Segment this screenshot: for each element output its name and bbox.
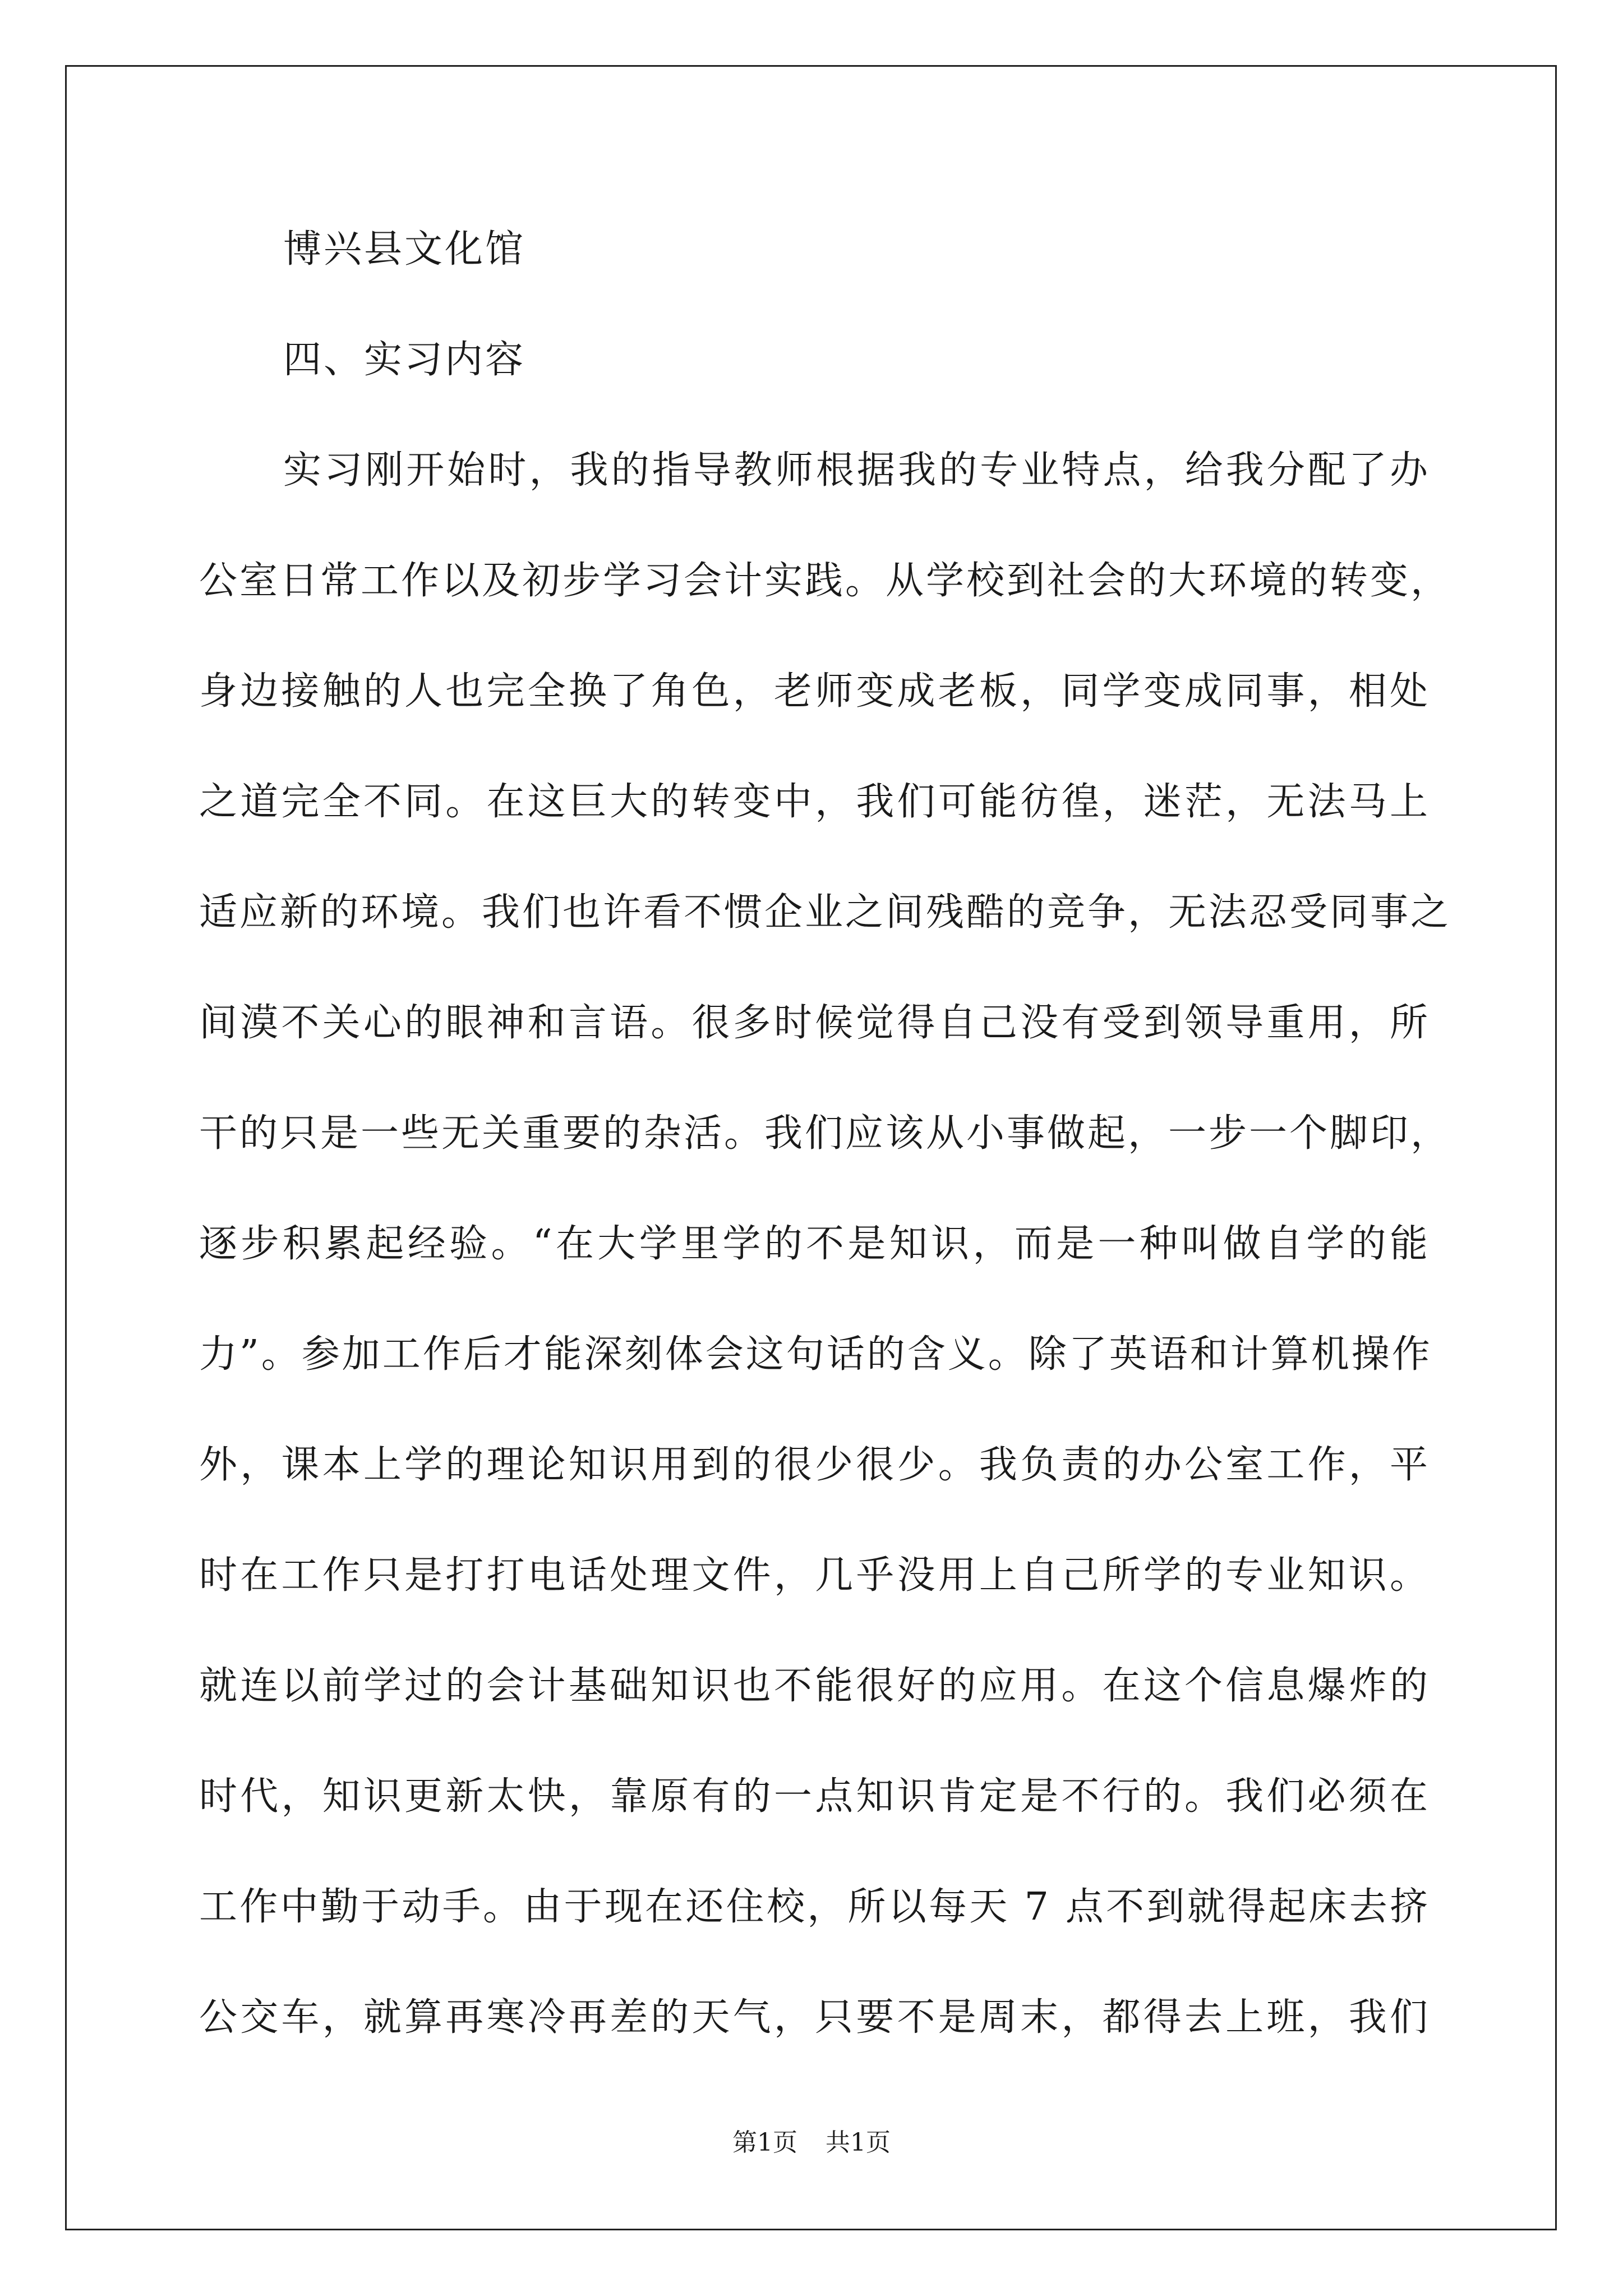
section-heading: 四、实习内容 <box>283 338 526 382</box>
paragraph-line: 时代，知识更新太快，靠原有的一点知识肯定是不行的。我们必须在 <box>199 1774 1430 1819</box>
paragraph-line: 干的只是一些无关重要的杂活。我们应该从小事做起，一步一个脚印， <box>199 1111 1451 1156</box>
paragraph-line: 之道完全不同。在这巨大的转变中，我们可能彷徨，迷茫，无法马上 <box>199 780 1430 824</box>
paragraph-line: 实习刚开始时，我的指导教师根据我的专业特点，给我分配了办 <box>283 448 1430 493</box>
paragraph-line: 间漠不关心的眼神和言语。很多时候觉得自己没有受到领导重用，所 <box>199 1001 1430 1045</box>
page-total: 共1页 <box>826 2128 891 2157</box>
paragraph-line: 就连以前学过的会计基础知识也不能很好的应用。在这个信息爆炸的 <box>199 1664 1430 1708</box>
paragraph-line: 力”。参加工作后才能深刻体会这句话的含义。除了英语和计算机操作 <box>199 1332 1432 1377</box>
paragraph-line: 身边接触的人也完全换了角色，老师变成老板，同学变成同事，相处 <box>199 669 1430 714</box>
paragraph-line: 工作中勤于动手。由于现在还住校，所以每天 7 点不到就得起床去挤 <box>199 1885 1430 1929</box>
page-number: 第1页 <box>732 2128 797 2157</box>
paragraph-line: 逐步积累起经验。“在大学里学的不是知识，而是一种叫做自学的能 <box>199 1222 1430 1266</box>
paragraph-line: 适应新的环境。我们也许看不惯企业之间残酷的竞争，无法忍受同事之 <box>199 890 1451 935</box>
document-body <box>199 213 1451 2092</box>
paragraph-line: 公室日常工作以及初步学习会计实践。从学校到社会的大环境的转变， <box>199 559 1451 603</box>
org-heading: 博兴县文化馆 <box>283 227 526 272</box>
paragraph-line: 公交车，就算再寒冷再差的天气，只要不是周末，都得去上班，我们 <box>199 1995 1430 2040</box>
paragraph-line: 外，课本上学的理论知识用到的很少很少。我负责的办公室工作，平 <box>199 1443 1430 1487</box>
paragraph-line: 时在工作只是打打电话处理文件，几乎没用上自己所学的专业知识。 <box>199 1553 1430 1598</box>
page-footer <box>0 2126 1623 2160</box>
